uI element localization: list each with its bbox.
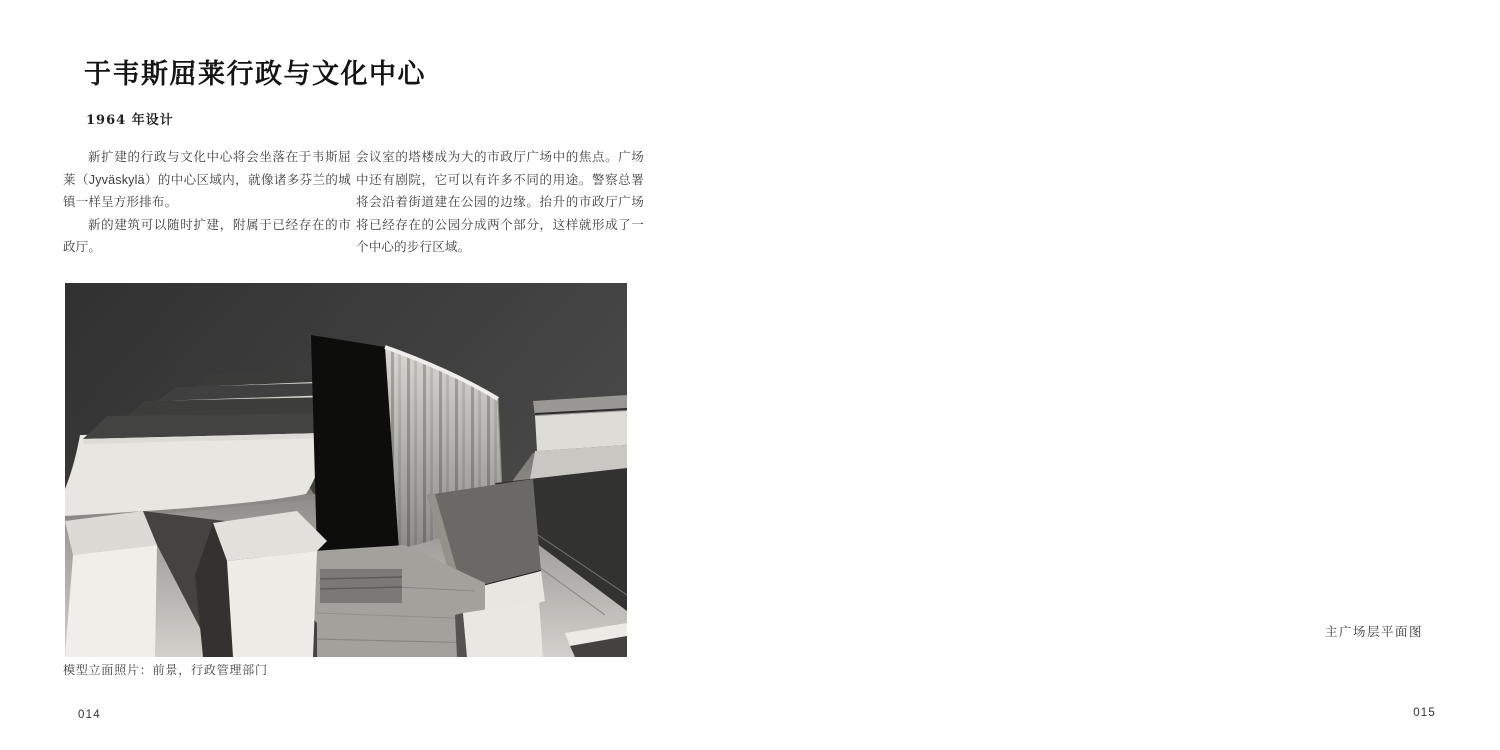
- photo-caption: 模型立面照片：前景，行政管理部门: [63, 663, 268, 677]
- page-number-left: 014: [78, 709, 101, 721]
- tower-dark-face: [311, 335, 399, 555]
- paragraph: 会议室的塔楼成为大的市政厅广场中的焦点。广场中还有剧院，它可以有许多不同的用途。警察总署将会沿着街道建在公园的边缘。抬升的市政厅广场将已经存在的公园分成两个部分，这样就形成了一个中心的步行区域。: [356, 150, 644, 254]
- paragraph: 新的建筑可以随时扩建，附属于已经存在的市政厅。: [63, 217, 351, 254]
- body-column-1: [63, 146, 351, 259]
- right-building: [530, 395, 627, 479]
- body-column-2: [356, 146, 644, 259]
- page-title: 于韦斯屈莱行政与文化中心: [84, 59, 426, 89]
- page-number-right: 015: [1413, 707, 1436, 719]
- model-photo-figure: [65, 283, 627, 657]
- page-right: [750, 0, 1500, 750]
- plan-caption: 主广场层平面图: [1324, 625, 1423, 639]
- design-year: 1964 年设计: [86, 113, 174, 128]
- model-facade-photo: [65, 283, 627, 657]
- paragraph: 新扩建的行政与文化中心将会坐落在于韦斯屈莱（Jyväskylä）的中心区域内，就像诸多芬兰的城镇一样呈方形排布。: [63, 150, 351, 209]
